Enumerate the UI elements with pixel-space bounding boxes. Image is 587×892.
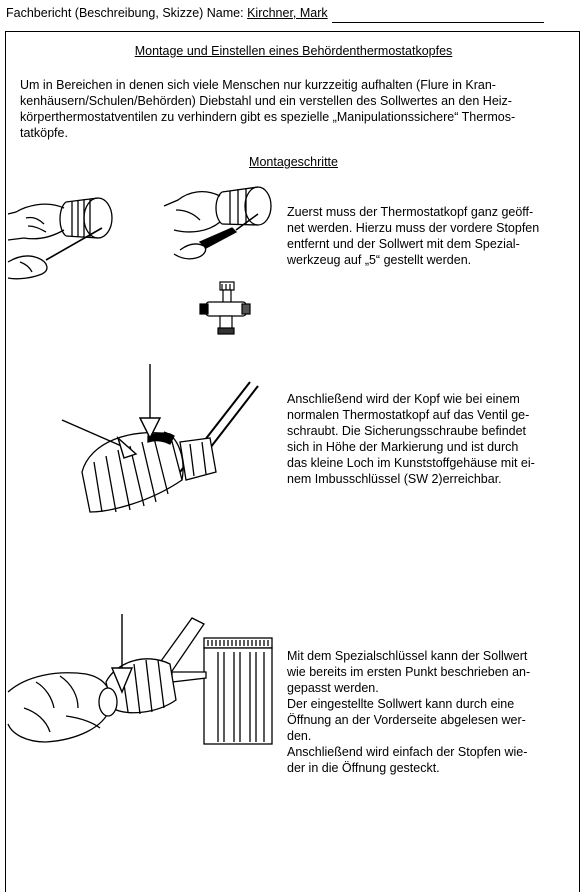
step-line: Anschließend wird der Kopf wie bei einem	[287, 392, 520, 406]
valve-insert-illustration	[198, 280, 252, 336]
step-line: Öffnung an der Vorderseite abgelesen wer-	[287, 713, 526, 727]
intro-line: tatköpfe.	[20, 126, 68, 140]
step-line: schraubt. Die Sicherungsschraube befindet	[287, 424, 527, 438]
intro-line: Um in Bereichen in denen sich viele Menschen nur kurzzeitig aufhalten (Flure in Kran-	[20, 78, 496, 92]
step3-text	[287, 648, 571, 776]
step1-tool-insertion-illustration	[160, 180, 290, 270]
step-line: gepasst werden.	[287, 681, 379, 695]
step-line: nem Imbusschlüssel (SW 2)erreichbar.	[287, 472, 502, 486]
step-line: Mit dem Spezialschlüssel kann der Sollwert	[287, 649, 528, 663]
header-label: Fachbericht (Beschreibung, Skizze) Name:	[6, 6, 248, 20]
step-line: Anschließend wird einfach der Stopfen wie-	[287, 745, 528, 759]
step-line: das kleine Loch im Kunststoffgehäuse mit ei-	[287, 456, 535, 470]
step-line: werkzeug auf „5“ gestellt werden.	[287, 253, 472, 267]
step3-adjusting-illustration	[6, 612, 276, 762]
step-line: sich in Höhe der Markierung und ist durch	[287, 440, 519, 454]
author-name: Kirchner, Mark	[247, 6, 328, 20]
intro-line: kenhäusern/Schulen/Behörden) Diebstahl und ein verstellen des Sollwertes an den Heiz-	[20, 94, 512, 108]
step-line: entfernt und der Sollwert mit dem Spezial-	[287, 237, 520, 251]
step-line: normalen Thermostatkopf auf das Ventil ge-	[287, 408, 530, 422]
step2-mounting-illustration	[60, 362, 260, 532]
step-line: den.	[287, 729, 312, 743]
step-line: wie bereits im ersten Punkt beschrieben an-	[287, 665, 531, 679]
intro-line: körperthermostatventilen zu verhindern gibt es spezielle „Manipulationssichere“ Thermos-	[20, 110, 516, 124]
step-line: net werden. Hierzu muss der vordere Stopfen	[287, 221, 540, 235]
step-line: Der eingestellte Sollwert kann durch eine	[287, 697, 515, 711]
step2-text	[287, 391, 571, 487]
step-line: der in die Öffnung gesteckt.	[287, 761, 440, 775]
document-header	[6, 6, 586, 26]
intro-paragraph	[20, 77, 572, 141]
section-subtitle: Montageschritte	[249, 155, 338, 169]
step1-text	[287, 204, 571, 268]
step-line: Zuerst muss der Thermostatkopf ganz geöff-	[287, 205, 534, 219]
document-title: Montage und Einstellen eines Behördenthermostatkopfes	[134, 44, 453, 58]
name-underline	[332, 22, 544, 23]
step1-hand-opening-illustration	[6, 178, 126, 298]
